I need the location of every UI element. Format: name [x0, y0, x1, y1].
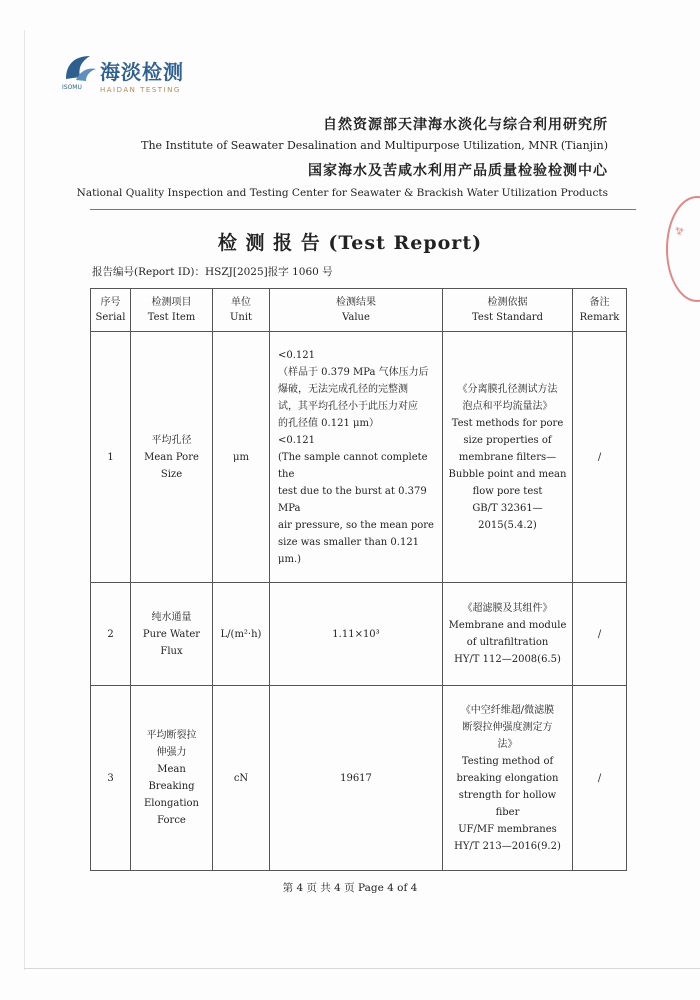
cell-serial: 3	[91, 686, 131, 871]
cell-test-standard: 《中空纤维超/微滤膜 断裂拉伸强度测定方 法》 Testing method of breaking elongation strength for hollow fiber UF/MF membranes HY/T 213—2016(9.2)	[443, 686, 573, 871]
cell-serial: 2	[91, 583, 131, 686]
report-title: 检 测 报 告 (Test Report)	[217, 232, 483, 254]
cell-value: 19617	[270, 686, 443, 871]
cell-test-item: 平均孔径 Mean Pore Size	[131, 332, 213, 583]
institute-name-cn: 自然资源部天津海水淡化与综合利用研究所	[323, 117, 608, 133]
wave-logo-icon	[62, 53, 98, 83]
center-name-cn: 国家海水及苦咸水利用产品质量检验检测中心	[308, 163, 608, 179]
logo-english-text: HAIDAN TESTING	[100, 86, 181, 94]
cell-unit: cN	[213, 686, 270, 871]
header-value: 检测结果 Value	[270, 289, 443, 332]
cell-value: 1.11×10³	[270, 583, 443, 686]
cell-remark: /	[573, 686, 627, 871]
header-remark: 备注 Remark	[573, 289, 627, 332]
cell-remark: /	[573, 583, 627, 686]
cell-value: <0.121 （样品于 0.379 MPa 气体压力后 爆破，无法完成孔径的完整测 试，其平均孔径小于此压力对应 的孔径值 0.121 μm） <0.121 (The sample cannot complete the test due to the burst at 0.379 MPa air pressure, so the mean pore size was smaller than 0.121 μm.)	[270, 332, 443, 583]
stamp-text: ⁂	[672, 225, 685, 237]
report-id: 报告编号(Report ID)：HSZJ[2025]报字 1060 号	[92, 266, 333, 278]
header-test-item: 检测项目 Test Item	[131, 289, 213, 332]
table-row	[91, 686, 627, 871]
cell-test-standard: 《超滤膜及其组件》 Membrane and module of ultrafiltration HY/T 112—2008(6.5)	[443, 583, 573, 686]
logo-chinese-text: 海淡检测	[100, 60, 184, 84]
page-edge-bottom	[24, 968, 700, 969]
institute-name-en: The Institute of Seawater Desalination and Multipurpose Utilization, MNR (Tianjin)	[141, 139, 608, 152]
cell-unit: L/(m²·h)	[213, 583, 270, 686]
header-test-standard: 检测依据 Test Standard	[443, 289, 573, 332]
cell-unit: μm	[213, 332, 270, 583]
official-seal-stamp	[666, 196, 700, 302]
table-header-row	[91, 289, 627, 332]
cell-test-standard: 《分离膜孔径测试方法 泡点和平均流量法》 Test methods for pore size properties of membrane filters— Bubble point and mean flow pore test GB/T 32361— 2015(5.4.2)	[443, 332, 573, 583]
haidan-logo	[62, 53, 212, 97]
cell-remark: /	[573, 332, 627, 583]
cell-test-item: 平均断裂拉 伸强力 Mean Breaking Elongation Force	[131, 686, 213, 871]
header-divider	[90, 209, 636, 210]
header-serial: 序号 Serial	[91, 289, 131, 332]
table-row	[91, 583, 627, 686]
results-table	[90, 288, 627, 871]
header-unit: 单位 Unit	[213, 289, 270, 332]
center-name-en: National Quality Inspection and Testing Center for Seawater & Brackish Water Utilization Products	[76, 187, 608, 199]
table-row	[91, 332, 627, 583]
cell-serial: 1	[91, 332, 131, 583]
page-footer: 第 4 页 共 4 页 Page 4 of 4	[282, 882, 418, 894]
logo-sub-text: ISOMU	[62, 84, 82, 91]
page-edge-left	[24, 30, 25, 970]
cell-test-item: 纯水通量 Pure Water Flux	[131, 583, 213, 686]
